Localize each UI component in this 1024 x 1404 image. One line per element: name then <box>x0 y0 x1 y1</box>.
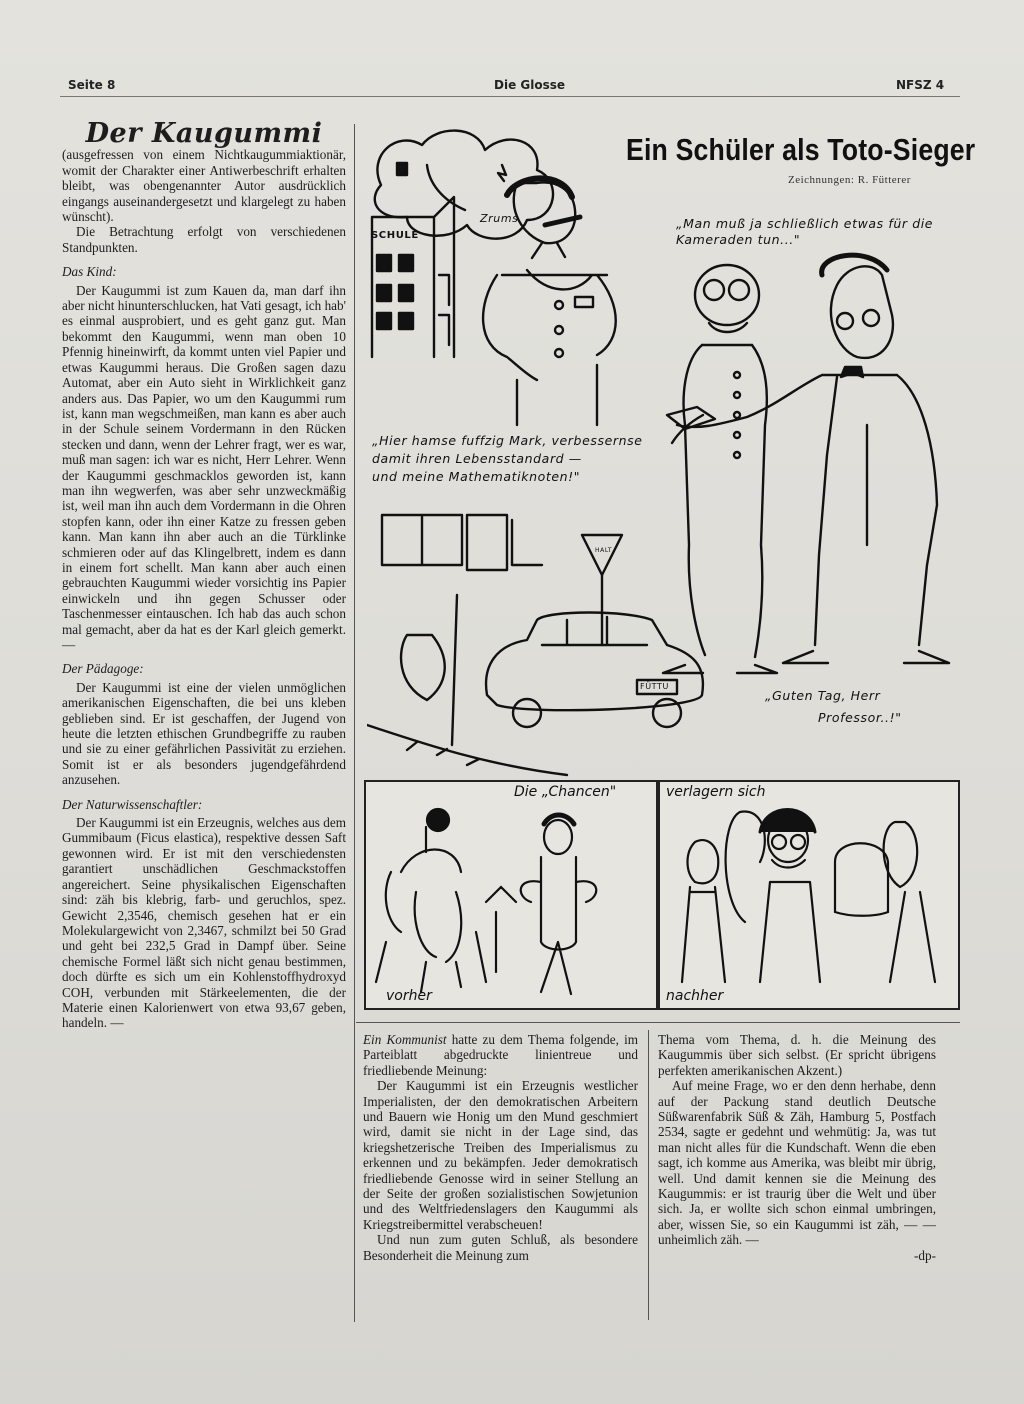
column-divider-left <box>354 124 355 1322</box>
kommunist-text-2: Und nun zum guten Schluß, als besondere Besonderheit die Meinung zum <box>363 1232 638 1263</box>
naturwissenschaftler-text: Der Kaugummi ist ein Erzeugnis, welches aus dem Gummibaum (Ficus elastica), respektive dessen Saft gewonnen wird. Er ist mit den verschiedensten garantiert unschädlichen Geschmackstoffen angereichert. Seine physikalischen Eigenschaften sind: zäh bis klebrig, farb- und geruchlos, spez. Gewicht 2,3546, chemisch gesehen hat er ein Molekulargewicht von 2,3467, schmilzt bei 50 Grad und geht bei 232,5 Grad in Dampf über. Seine chemische Formel läßt sich nicht genau bestimmen, doch dürfte es sich um ein Kohlenstoffhydroxyd COH, verbunden mit Stärkeelementen, die der Materie einen Kalorienwert von etwa 93,67 geben, handeln. — <box>62 815 346 1031</box>
road-sign-text: HALT <box>595 547 613 554</box>
license-plate-text: FÜTTU <box>640 682 669 691</box>
article-title: Der Kaugummi <box>85 118 323 149</box>
column-divider-right <box>648 1030 649 1320</box>
right-text: Thema vom Thema, d. h. die Meinung des Kaugummis über sich selbst. (Er spricht übrigens perfekten amerikanischen Akzent.) <box>658 1032 936 1078</box>
kommunist-text: Der Kaugummi ist ein Erzeugnis westlicher Imperialisten, der den demokratischen Arbeitern und Bauern wie Honig um den Mund geschmiert wird, damit sie nicht in der Lage sind, das kriegshetzerische Treiben des Imperialismus zu erkennen und zu bekämpfen. Jeder demokratisch friedliebende Genosse wird in seiner Stellung an der Seite der großen sozialistischen Sowjetunion und des Weltfriedenslagers den Kaugummi als Kriegstreibermittel verabscheuen! <box>363 1078 638 1232</box>
speech-bubble-3-line-1: „Guten Tag, Herr <box>765 688 881 703</box>
section-title: Die Glosse <box>494 78 566 92</box>
kommunist-paragraph <box>363 1032 638 1078</box>
paedagoge-text: Der Kaugummi ist eine der vielen unmöglichen amerikanischen Eigenschaften, die bei uns kleben geblieben sind. Er ist geschaffen, der Jugend von heute die letzten ethischen Grundbegriffe zu rauben und sie zu einer gefährlichen Passivität zu erziehen. Somit ist er als besonders jugendgefährdend anzusehen. <box>62 679 346 788</box>
right-text-2: Auf meine Frage, wo er den denn herhabe, denn auf der Packung stand deutlich Deutsche Süßwarenfabrik Süß & Zäh, Hamburg 5, Postfach 2534, sagte er gedehnt und wehmütig: Ja, was tut man nicht alles für die Kundschaft. Wenn die eben sagt, ich komme aus Amerika, was bleibt mir übrig, well. Und damit kennen sie die Meinung des Kaugummis: er ist traurig über die Welt und über sich. Ja, er wollte sich schon einmal umbringen, aber, wissen Sie, so ein Kaugummi ist zäh, — — unheimlich zäh. — <box>658 1078 936 1248</box>
strip-caption-before-top: Die „Chancen" <box>514 784 617 800</box>
speech-bubble-1-line-1: „Man muß ja schließlich etwas für die <box>676 216 934 231</box>
naturwissenschaftler-heading: Der Naturwissenschaftler: <box>62 796 203 812</box>
speech-bubble-2-line-2: damit ihren Lebensstandard — <box>372 451 582 466</box>
car-drawing <box>486 613 703 711</box>
boy-with-girls-drawing <box>688 840 719 883</box>
cloud-text: Zrums <box>480 212 519 225</box>
article-right-column <box>658 1032 936 1263</box>
article-intro-2: Die Betrachtung erfolgt von verschiedenen Standpunkten. <box>62 224 346 255</box>
strip-panel-before <box>364 780 658 1010</box>
strip-panel-after <box>658 780 960 1010</box>
kommunist-intro: hatte zu dem Thema folgende, im Parteiblatt abgedruckte linientreue und friedliebende Meinung: <box>363 1032 638 1078</box>
article-left-column <box>62 118 346 1031</box>
page-number: Seite 8 <box>68 78 116 92</box>
article-signature: -dp- <box>914 1247 936 1263</box>
speech-bubble-1-line-2: Kameraden tun..." <box>676 232 801 247</box>
strip-caption-before-bottom: vorher <box>386 988 432 1004</box>
strip-caption-after-top: verlagern sich <box>666 784 766 800</box>
kind-heading: Das Kind: <box>62 264 117 280</box>
kind-text: Der Kaugummi ist zum Kauen da, man darf ihn aber nicht hinunterschlucken, hat Vati gesagt, ich hab' es einmal ausprobiert, und es geht ganz gut. Man bekommt den Kaugummi, wenn man oben 10 Pfennig hineinwirft, da kommt unten viel Papier und etwas Kaugummi heraus. Die Großen sagen dazu Automat, aber ein Auto sieht in Wirklichkeit ganz anders aus. Das Papier, wo um den Kaugummi rum ist, kann man wegschmeißen, man kann es aber auch in der Schule seinem Vordermann in den Rücken stecken und dann, wenn der Lehrer fragt, wer es war, muß man sagen: ich war es nicht, Herr Lehrer. Wenn der Kaugummi geschmacklos geworden ist, kann man ihn wegwerfen, was aber sehr unzweckmäßig ist, weil man ihn auch dem Vordermann in die Ohren stopfen kann, oder ihn einer Katze zu fressen geben kann. Man kann ihn aber auch an die Türklinke schmieren oder auf das Klingelbrett, indem es dann in einem fort schellt. Man kann aber auch einen gebrauchten Kaugummi wieder vorsichtig ins Papier einwickeln und ihn gegen Schusser oder Taschenmesser eintauschen. Ich hab das auch schon mal gemacht, aber da hat es der Karl gleich gemerkt. — <box>62 282 346 652</box>
school-sign: SCHULE <box>371 230 419 241</box>
strip-caption-after-bottom: nachher <box>666 988 724 1004</box>
cloud-drawing <box>375 131 553 239</box>
article-intro: (ausgefressen von einem Nichtkaugummiaktionär, womit der Charakter einer Antiwerbeschrift erhalten bleibt, was obengenannter Autor ausdrücklich eingangs auseinandergesetzt und klargelegt zu haben wünscht). <box>62 147 346 225</box>
crowd-of-girls-drawing <box>376 827 486 992</box>
issue-label: NFSZ 4 <box>896 78 945 92</box>
speech-bubble-2-line-1: „Hier hamse fuffzig Mark, verbessernse <box>372 433 643 448</box>
speech-bubble-2-line-3: und meine Mathematiknoten!" <box>372 469 581 484</box>
header-rule <box>60 96 960 97</box>
paedagoge-heading: Der Pädagoge: <box>62 661 144 677</box>
cartoon-bottom-rule <box>356 1022 960 1023</box>
cartoon-headline: Ein Schüler als Toto-Sieger <box>626 132 976 167</box>
kommunist-heading: Ein Kommunist <box>363 1032 447 1047</box>
stop-sign-drawing <box>582 535 622 575</box>
student-drawing <box>831 266 893 358</box>
article-middle-column <box>363 1032 638 1263</box>
school-building-drawing <box>372 197 454 357</box>
comic-strip <box>364 780 958 1010</box>
cartoon-credit: Zeichnungen: R. Fütterer <box>788 174 911 186</box>
speech-bubble-3-line-2: Professor..!" <box>818 710 902 725</box>
